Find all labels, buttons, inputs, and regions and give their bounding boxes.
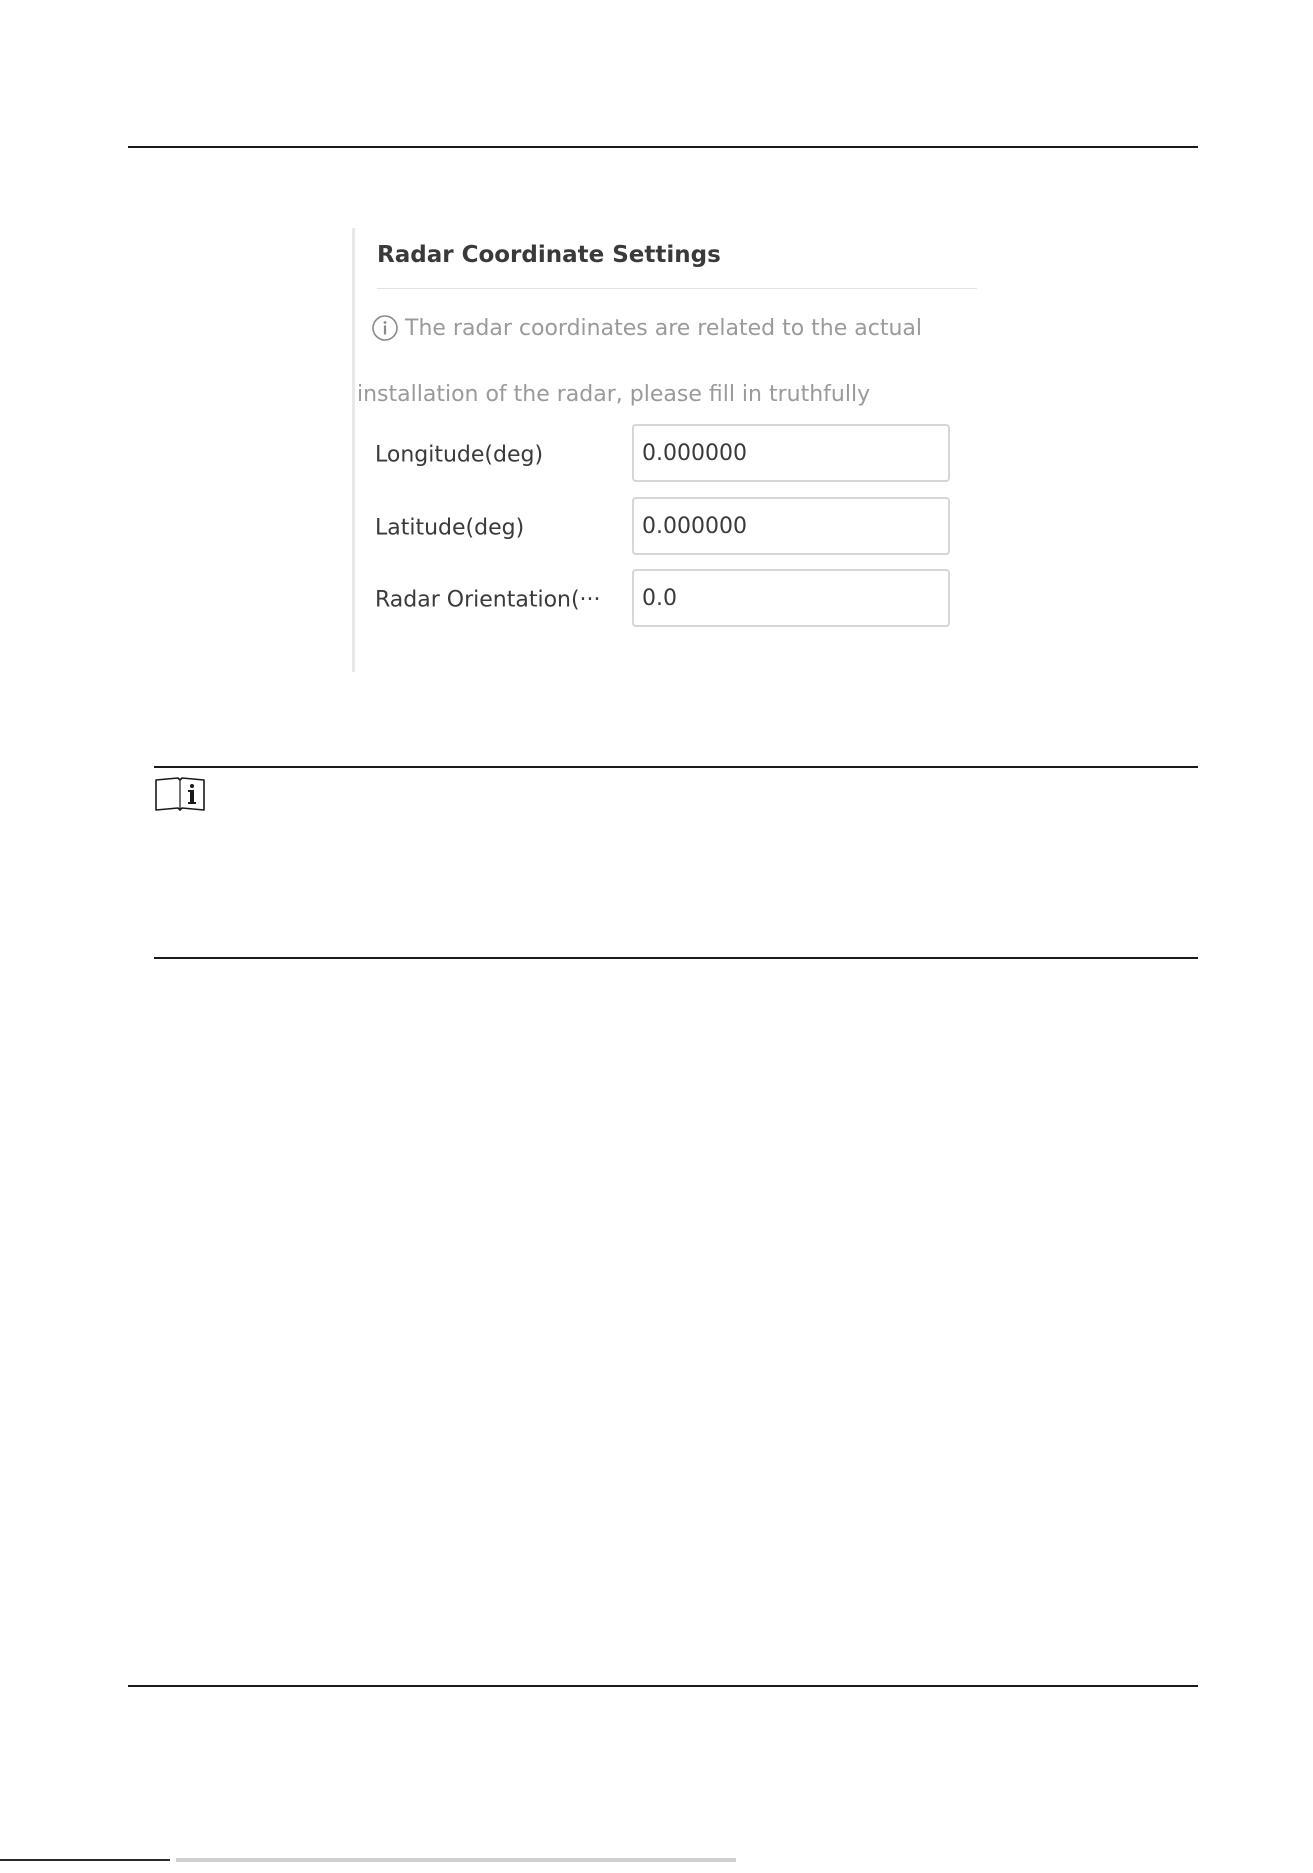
radar-coordinate-settings-panel bbox=[352, 228, 995, 672]
radar-orientation-label: Radar Orientation(··· bbox=[375, 587, 601, 613]
footer-strip-segment bbox=[176, 1858, 736, 1862]
latitude-input[interactable] bbox=[632, 497, 950, 555]
longitude-row bbox=[375, 424, 975, 486]
longitude-label: Longitude(deg) bbox=[375, 442, 544, 468]
footer-rule bbox=[128, 1685, 1198, 1687]
info-text-line1: The radar coordinates are related to the actual bbox=[405, 315, 923, 341]
latitude-label: Latitude(deg) bbox=[375, 515, 525, 541]
info-text-line2: installation of the radar, please fill in truthfully bbox=[357, 382, 871, 407]
panel-title: Radar Coordinate Settings bbox=[377, 242, 721, 268]
footer-strip bbox=[0, 1858, 790, 1864]
radar-orientation-input[interactable] bbox=[632, 569, 950, 627]
radar-orientation-row bbox=[375, 569, 975, 631]
header-rule bbox=[128, 146, 1198, 148]
note-bottom-rule bbox=[154, 957, 1198, 959]
note-book-icon bbox=[154, 776, 206, 812]
latitude-row bbox=[375, 497, 975, 559]
longitude-input[interactable] bbox=[632, 424, 950, 482]
note-top-rule bbox=[154, 766, 1198, 768]
footer-strip-segment bbox=[0, 1859, 170, 1861]
info-message bbox=[371, 314, 922, 342]
info-circle-icon bbox=[371, 314, 399, 342]
panel-divider bbox=[377, 288, 977, 289]
